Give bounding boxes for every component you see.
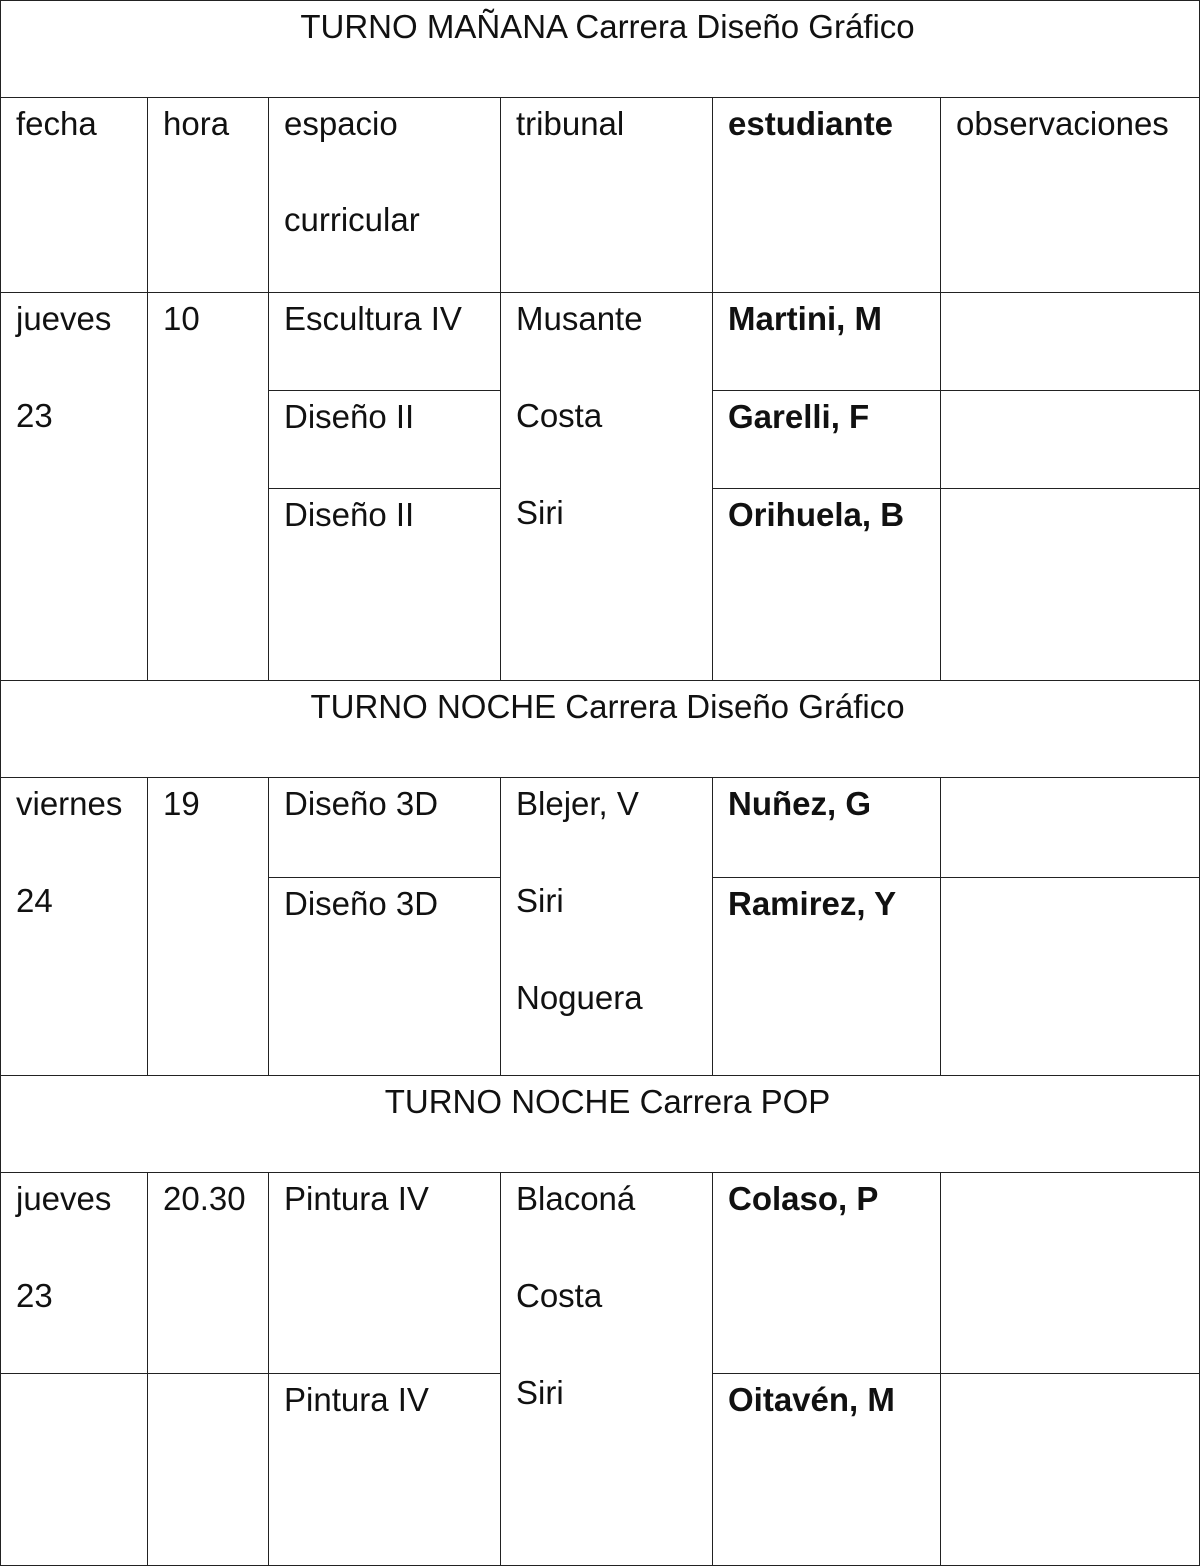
fecha-date: 24 <box>16 882 53 919</box>
estudiante-cell: Oitavén, M <box>713 1374 941 1566</box>
observaciones-cell <box>941 1374 1200 1566</box>
tribunal-member: Blejer, V <box>516 785 639 822</box>
estudiante-cell: Martini, M <box>713 293 941 391</box>
table-row <box>1 1173 1200 1374</box>
tribunal-member: Blaconá <box>516 1180 636 1217</box>
estudiante-cell: Garelli, F <box>713 391 941 489</box>
observaciones-cell <box>941 489 1200 681</box>
fecha-cell-empty <box>1 1374 148 1566</box>
observaciones-cell <box>941 391 1200 489</box>
espacio-cell: Pintura IV <box>269 1374 501 1566</box>
section-title: TURNO MAÑANA Carrera Diseño Gráfico <box>1 1 1200 98</box>
section-title: TURNO NOCHE Carrera Diseño Gráfico <box>1 681 1200 778</box>
espacio-cell: Diseño II <box>269 489 501 681</box>
hora-cell-empty <box>148 1374 269 1566</box>
estudiante-cell: Ramirez, Y <box>713 878 941 1076</box>
tribunal-member: Siri <box>516 882 564 919</box>
observaciones-cell <box>941 1173 1200 1374</box>
observaciones-cell <box>941 778 1200 878</box>
estudiante-cell: Colaso, P <box>713 1173 941 1374</box>
fecha-cell <box>1 1173 148 1374</box>
header-tribunal: tribunal <box>501 98 713 293</box>
header-row <box>1 98 1200 293</box>
tribunal-member: Musante <box>516 300 643 337</box>
section-title-row <box>1 1076 1200 1173</box>
section-title-row <box>1 681 1200 778</box>
fecha-day: jueves <box>16 1180 112 1217</box>
hora-cell: 10 <box>148 293 269 681</box>
fecha-day: viernes <box>16 785 123 822</box>
espacio-cell: Pintura IV <box>269 1173 501 1374</box>
tribunal-member: Noguera <box>516 979 643 1016</box>
tribunal-member: Siri <box>516 1374 564 1411</box>
tribunal-member: Siri <box>516 494 564 531</box>
tribunal-cell <box>501 293 713 681</box>
espacio-cell: Escultura IV <box>269 293 501 391</box>
header-espacio-curricular <box>269 98 501 293</box>
observaciones-cell <box>941 293 1200 391</box>
fecha-date: 23 <box>16 397 53 434</box>
header-observaciones: observaciones <box>941 98 1200 293</box>
header-estudiante: estudiante <box>713 98 941 293</box>
estudiante-cell: Nuñez, G <box>713 778 941 878</box>
observaciones-cell <box>941 878 1200 1076</box>
tribunal-member: Costa <box>516 1277 603 1314</box>
header-espacio-line1: espacio <box>284 105 398 142</box>
tribunal-cell <box>501 778 713 1076</box>
espacio-cell: Diseño 3D <box>269 778 501 878</box>
section-title: TURNO NOCHE Carrera POP <box>1 1076 1200 1173</box>
header-hora: hora <box>148 98 269 293</box>
estudiante-cell: Orihuela, B <box>713 489 941 681</box>
tribunal-cell <box>501 1173 713 1566</box>
header-fecha: fecha <box>1 98 148 293</box>
section-title-row <box>1 1 1200 98</box>
fecha-cell <box>1 293 148 681</box>
fecha-cell <box>1 778 148 1076</box>
table-row <box>1 293 1200 391</box>
espacio-cell: Diseño II <box>269 391 501 489</box>
table-row <box>1 778 1200 878</box>
tribunal-member: Costa <box>516 397 603 434</box>
fecha-day: jueves <box>16 300 112 337</box>
espacio-cell: Diseño 3D <box>269 878 501 1076</box>
fecha-date: 23 <box>16 1277 53 1314</box>
hora-cell: 20.30 <box>148 1173 269 1374</box>
hora-cell: 19 <box>148 778 269 1076</box>
header-espacio-line2: curricular <box>284 201 420 238</box>
